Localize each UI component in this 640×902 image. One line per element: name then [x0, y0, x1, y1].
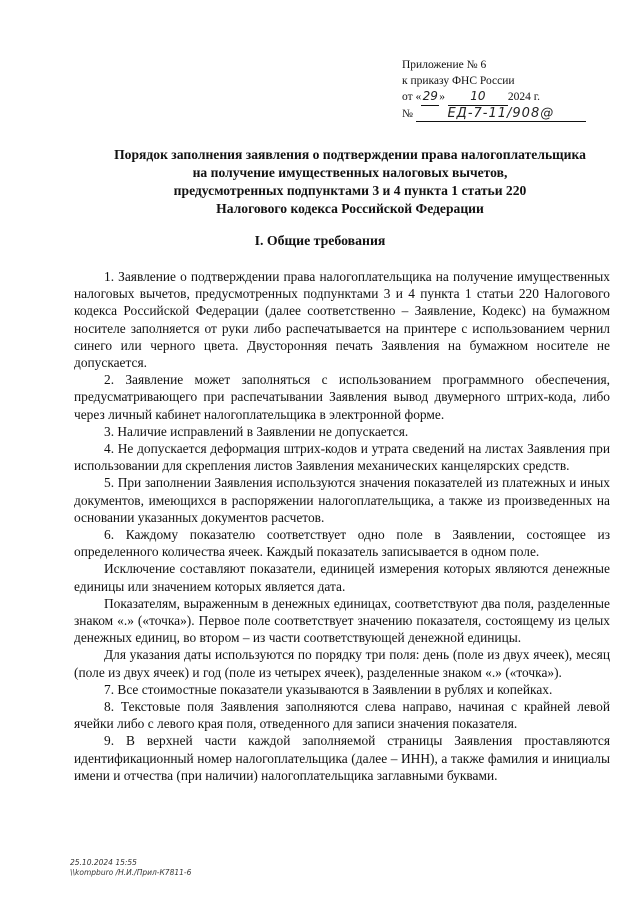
paragraph: 9. В верхней части каждой заполняемой страницы Заявления проставляются идентификационный номер налогоплательщика (далее – ИНН), а также фамилия и инициалы имени и отчества (при наличии) налогоплательщика заглавными буквами. — [74, 733, 610, 783]
footer-timestamp: 25.10.2024 15:55 — [70, 858, 137, 867]
annex-number: ЕД-7-11/908@ — [416, 106, 586, 123]
paragraph: Для указания даты используются по порядку три поля: день (поле из двух ячеек), месяц (поле из двух ячеек) и год (поле из четырех ячеек), разделенные знаком «.» («точка»). — [74, 647, 610, 680]
annex-line2: к приказу ФНС России — [402, 74, 515, 87]
annex-date-prefix: от « — [402, 91, 422, 103]
paragraph: 1. Заявление о подтверждении права налогоплательщика на получение имущественных налоговых вычетов, предусмотренных подпунктами 3 и 4 пункта 1 статьи 220 Налогового кодекса Российской Федерации (далее соответственно – Заявление, Кодекс) на бумажном носителе заполняется от руки либо распечатывается на принтере с использованием чернил синего или черного цвета. Двусторонняя печать Заявления на бумажном носителе не допускается. — [74, 269, 610, 371]
paragraph: 4. Не допускается деформация штрих-кодов и утрата сведений на листах Заявления при использовании для скрепления листов Заявления механических канцелярских средств. — [74, 441, 610, 474]
paragraph: Показателям, выраженным в денежных единицах, соответствуют два поля, разделенные знаком «.» («точка»). Первое поле соответствует значению показателя, состоящему из целых денежных единиц, во втором – из части соответствующей денежной единицы. — [74, 595, 610, 646]
annex-year: 2024 г. — [507, 91, 541, 103]
paragraph: 2. Заявление может заполняться с использованием программного обеспечения, предусматривающего при распечатывании Заявления вывод двумерного штрих-кода, либо через личный кабинет налогоплательщика в электронной форме. — [74, 372, 610, 422]
paragraph: 6. Каждому показателю соответствует одно поле в Заявлении, состоящее из определенного количества ячеек. Каждый показатель записывается в одном поле. — [74, 527, 610, 560]
title-line3: предусмотренных подпунктами 3 и 4 пункта 1 статьи 220 — [173, 183, 527, 198]
document-body — [74, 268, 610, 784]
paragraph: Исключение составляют показатели, единицей измерения которых являются денежные единицы или значением которых является дата. — [74, 561, 610, 594]
paragraph: 7. Все стоимостные показатели указываются в Заявлении в рублях и копейках. — [104, 681, 553, 697]
paragraph: 3. Наличие исправлений в Заявлении не допускается. — [104, 423, 409, 439]
title-line2: на получение имущественных налоговых вычетов, — [192, 165, 508, 180]
annex-day: 29 — [421, 89, 439, 106]
annex-block — [402, 58, 622, 122]
annex-date-mid: » — [439, 91, 445, 103]
annex-number-row — [402, 106, 622, 123]
title-line1: Порядок заполнения заявления о подтверждении права налогоплательщика — [114, 147, 586, 162]
document-title — [60, 146, 640, 218]
paragraph: 5. При заполнении Заявления используются значения показателей из платежных и иных документов, имеющихся в распоряжении налогоплательщика, а также из произведенных на основании указанных документов расчетов. — [74, 475, 610, 525]
page-footer — [70, 858, 330, 878]
annex-line1: Приложение № 6 — [402, 59, 487, 71]
footer-path: \\kompburo /Н.И./Прил-К7811-6 — [70, 868, 192, 877]
paragraph: 8. Текстовые поля Заявления заполняются слева направо, начиная с крайней левой ячейки либо с левого края поля, отведенного для записи значения показателя. — [74, 699, 610, 732]
title-line4: Налогового кодекса Российской Федерации — [216, 201, 484, 216]
annex-date — [402, 89, 622, 106]
section-heading: I. Общие требования — [254, 233, 386, 248]
annex-month: 10 — [448, 89, 508, 106]
annex-number-prefix: № — [402, 107, 413, 120]
